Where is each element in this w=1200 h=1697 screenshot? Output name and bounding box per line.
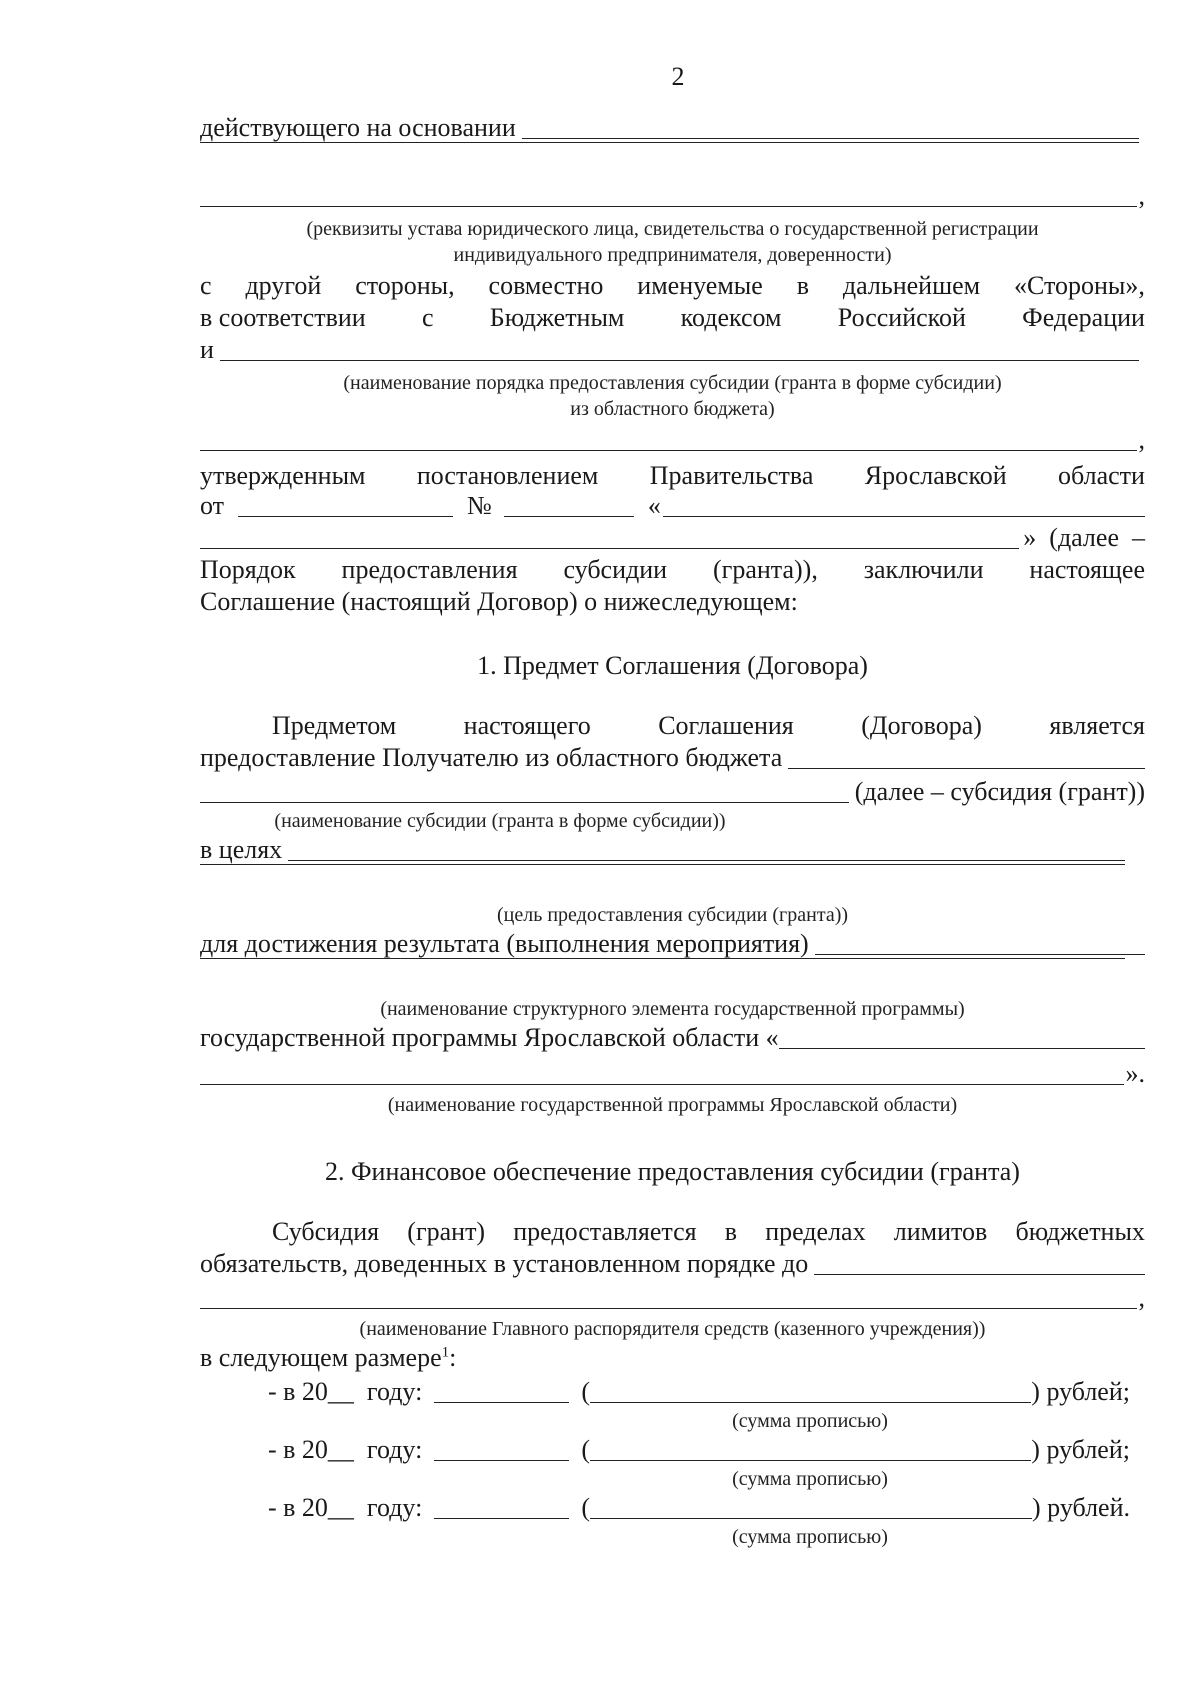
amount-words-blank[interactable] xyxy=(590,1401,1031,1403)
word: настоящее xyxy=(1029,555,1145,584)
date-blank[interactable] xyxy=(238,515,453,517)
word: дальнейшем xyxy=(842,271,981,300)
word: Предметом xyxy=(272,711,397,740)
amount-words-blank[interactable] xyxy=(590,1459,1031,1461)
word: Порядок xyxy=(200,555,296,584)
close-further: » (далее – xyxy=(1023,523,1145,552)
basis-line-3 xyxy=(200,180,1145,212)
amount-year: - в 20__ году: xyxy=(268,1377,423,1406)
open-quote: « xyxy=(647,491,661,520)
program-line xyxy=(200,1022,1145,1054)
word: совместно xyxy=(488,271,604,300)
provision-line xyxy=(200,742,1145,774)
caption-charter-2: индивидуального предпринимателя, доверенности) xyxy=(453,244,892,266)
number-sign: № xyxy=(467,491,492,520)
caption-order-2: из областного бюджета) xyxy=(570,398,775,420)
result-blank-2[interactable] xyxy=(200,957,1125,959)
word: именуемые xyxy=(637,271,763,300)
obligations-text: обязательств, доведенных в установленном порядке до xyxy=(200,1249,809,1278)
basis-label: действующего на основании xyxy=(200,113,516,142)
caption-manager: (наименование Главного распорядителя средств (казенного учреждения)) xyxy=(359,1318,986,1340)
caption-amount: (сумма прописью) xyxy=(732,1526,888,1548)
amount-intro-text: в следующем размере xyxy=(200,1343,442,1372)
word: с xyxy=(200,271,212,300)
amount-row xyxy=(268,1434,1130,1466)
caption-order: (наименование порядка предоставления субсидии (гранта в форме субсидии) xyxy=(343,372,1002,394)
word: (грант) xyxy=(407,1217,486,1246)
result-text: для достижения результата (выполнения мероприятия) xyxy=(200,929,809,958)
word: является xyxy=(1049,711,1145,740)
comma: , xyxy=(1138,1283,1145,1312)
word: настоящего xyxy=(463,711,591,740)
amount-year: - в 20__ году: xyxy=(268,1435,423,1464)
purpose-blank[interactable] xyxy=(288,859,1125,861)
word: с xyxy=(421,303,434,332)
open-paren: ( xyxy=(581,1435,590,1464)
basis-line-2 xyxy=(200,146,1145,148)
law-line xyxy=(200,302,1145,334)
further-subsidy: (далее – субсидия (грант)) xyxy=(854,777,1145,806)
page-number: 2 xyxy=(671,62,685,91)
resolution-title-blank[interactable] xyxy=(663,515,1145,517)
purposes-label: в целях xyxy=(200,835,283,864)
amount-number-blank[interactable] xyxy=(434,1459,569,1461)
subsidy-further-line xyxy=(200,776,1145,808)
agreement-line xyxy=(200,586,1145,618)
program-line-2 xyxy=(200,1058,1145,1090)
word: постановлением xyxy=(416,461,599,490)
program-text: государственной программы Ярославской области « xyxy=(200,1023,779,1052)
word: другой xyxy=(245,271,322,300)
word: предоставления xyxy=(341,555,518,584)
caption-program: (наименование государственной программы Ярославской области) xyxy=(387,1094,958,1116)
purpose-line-2 xyxy=(200,868,1125,870)
agreement-text: Соглашение (настоящий Договор) о нижеследующем: xyxy=(200,587,798,616)
word: субсидии xyxy=(563,555,668,584)
word: в xyxy=(796,271,809,300)
program-close: ». xyxy=(1125,1059,1145,1088)
provision-text: предоставление Получателю из областного бюджета xyxy=(200,743,783,772)
obligations-line xyxy=(200,1248,1145,1280)
word: бюджетных xyxy=(1015,1217,1145,1246)
word: в соответствии xyxy=(200,303,366,332)
section2-title: 2. Финансовое обеспечение предоставления субсидии (гранта) xyxy=(325,1157,1020,1186)
word: Правительства xyxy=(649,461,814,490)
program-name-blank-2[interactable] xyxy=(200,1083,1124,1085)
basis-blank[interactable] xyxy=(522,137,1139,139)
comma: , xyxy=(1138,425,1145,454)
word: Ярославской xyxy=(864,461,1007,490)
limits-line xyxy=(200,1216,1145,1248)
manager-line-2 xyxy=(200,1282,1145,1314)
word: Бюджетным xyxy=(489,303,625,332)
and-word: и xyxy=(200,335,214,364)
manager-blank[interactable] xyxy=(814,1273,1145,1275)
word: в xyxy=(724,1217,738,1246)
resolution-line-2 xyxy=(200,522,1145,554)
amount-words-blank[interactable] xyxy=(590,1517,1032,1519)
purposes-line xyxy=(200,834,1125,866)
purpose-blank-2[interactable] xyxy=(200,863,1125,865)
amount-intro xyxy=(200,1342,456,1374)
basis-line xyxy=(200,112,1145,144)
amount-row xyxy=(268,1492,1130,1524)
amount-suffix: ) рублей; xyxy=(1031,1435,1130,1464)
word: «Стороны», xyxy=(1014,271,1145,300)
word: Субсидия xyxy=(272,1217,380,1246)
caption-amount: (сумма прописью) xyxy=(732,1410,888,1432)
date-number-line xyxy=(200,490,1145,522)
number-blank[interactable] xyxy=(504,515,634,517)
word: кодексом xyxy=(680,303,782,332)
word: Российской xyxy=(837,303,966,332)
word: (Договора) xyxy=(861,711,982,740)
and-line xyxy=(200,334,1145,366)
amount-suffix: ) рублей; xyxy=(1031,1377,1130,1406)
order-name-blank-2[interactable] xyxy=(200,449,1137,451)
amount-intro-line xyxy=(200,1342,1145,1374)
amount-number-blank[interactable] xyxy=(434,1401,569,1403)
word: области xyxy=(1058,461,1145,490)
colon: : xyxy=(449,1343,457,1372)
word: заключили xyxy=(863,555,984,584)
word: Федерации xyxy=(1022,303,1145,332)
manager-blank-2[interactable] xyxy=(200,1307,1137,1309)
open-paren: ( xyxy=(581,1377,590,1406)
parties-line xyxy=(200,270,1145,302)
subject-line xyxy=(200,710,1145,742)
amount-number-blank[interactable] xyxy=(434,1517,569,1519)
order-line-2 xyxy=(200,424,1145,456)
open-paren: ( xyxy=(581,1493,590,1522)
section1-title: 1. Предмет Соглашения (Договора) xyxy=(477,651,868,680)
word: лимитов xyxy=(893,1217,988,1246)
subsidy-name-blank-2[interactable] xyxy=(200,801,849,803)
amount-row xyxy=(268,1376,1130,1408)
word: стороны, xyxy=(355,271,455,300)
amount-year: - в 20__ году: xyxy=(268,1493,423,1522)
caption-charter: (реквизиты устава юридического лица, свидетельства о государственной регистрации xyxy=(306,218,1039,240)
footnote-mark: 1 xyxy=(441,1344,450,1361)
result-line-2 xyxy=(200,962,1125,964)
word: (гранта)), xyxy=(713,555,818,584)
caption-amount: (сумма прописью) xyxy=(732,1468,888,1490)
amount-suffix: ) рублей. xyxy=(1032,1493,1130,1522)
word: Соглашения xyxy=(658,711,794,740)
word: утвержденным xyxy=(200,461,366,490)
basis-blank-2[interactable] xyxy=(200,141,1139,143)
approved-line xyxy=(200,460,1145,492)
order-name-blank[interactable] xyxy=(220,359,1139,361)
comma: , xyxy=(1138,181,1145,210)
order-words-line xyxy=(200,554,1145,586)
resolution-title-blank-2[interactable] xyxy=(200,547,1019,549)
caption-purpose: (цель предоставления субсидии (гранта)) xyxy=(496,904,849,926)
caption-element: (наименование структурного элемента государственной программы) xyxy=(380,998,965,1020)
word: пределах xyxy=(765,1217,866,1246)
basis-blank-3[interactable] xyxy=(200,205,1137,207)
from-word: от xyxy=(200,491,225,520)
program-name-blank[interactable] xyxy=(779,1047,1145,1049)
result-line xyxy=(200,928,1145,960)
subsidy-name-blank[interactable] xyxy=(788,767,1145,769)
result-blank[interactable] xyxy=(815,953,1145,955)
word: предоставляется xyxy=(513,1217,697,1246)
caption-subsidy: (наименование субсидии (гранта в форме субсидии)) xyxy=(274,810,726,832)
